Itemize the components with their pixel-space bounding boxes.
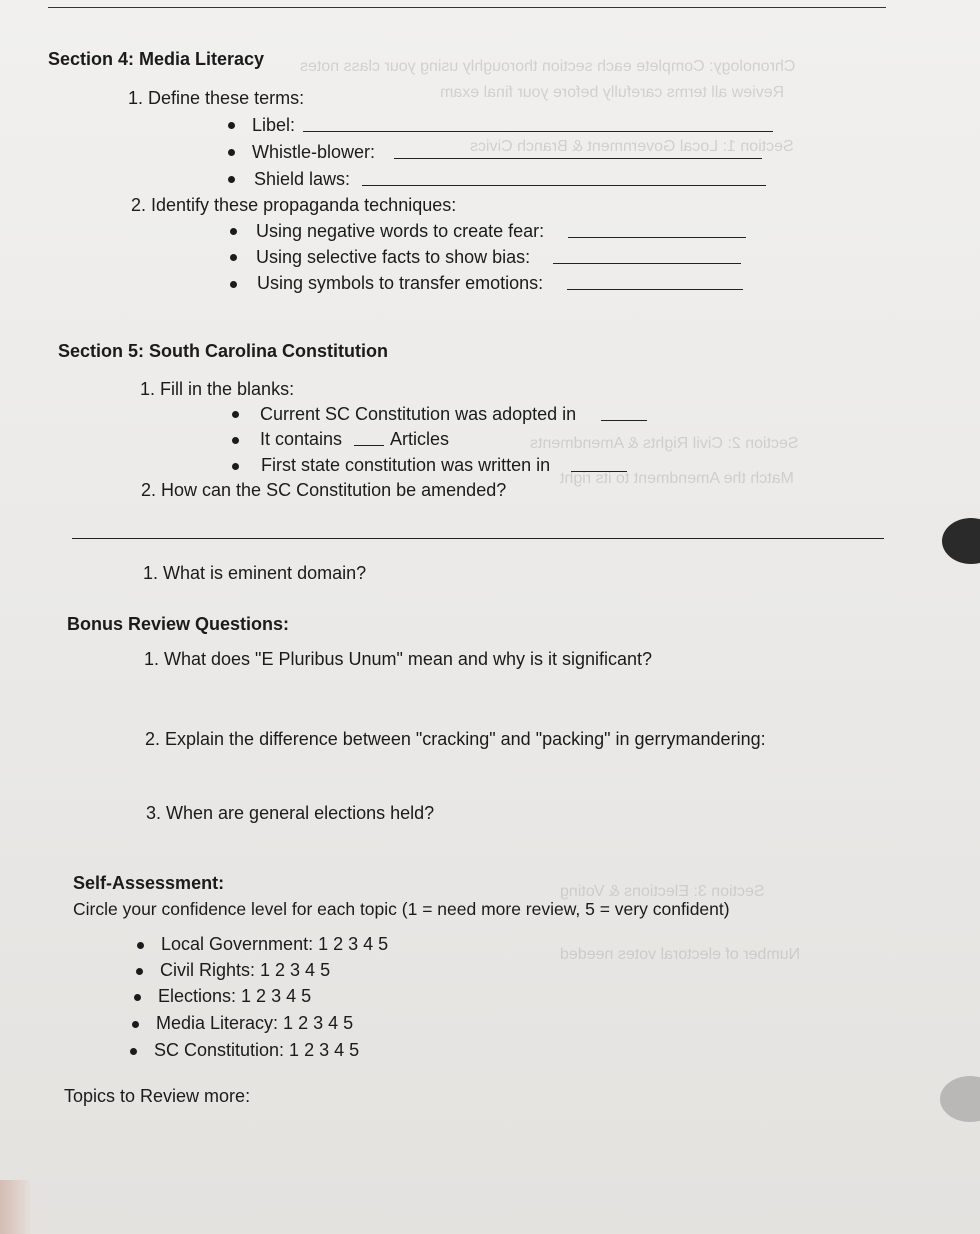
answer-blank-articles[interactable] (354, 445, 384, 446)
bonus-question-1: 1. What does "E Pluribus Unum" mean and why is it significant? (144, 649, 653, 669)
answer-blank-shield-laws[interactable] (362, 185, 766, 186)
term-shield-laws: Shield laws: (254, 169, 351, 189)
bullet (130, 1048, 137, 1055)
bullet (230, 228, 237, 235)
blank-contains-suffix: Articles (390, 429, 450, 449)
bullet (136, 968, 143, 975)
blank-contains-label: It contains (260, 429, 343, 449)
answer-blank-adopted[interactable] (601, 420, 647, 421)
binder-hole (942, 518, 980, 564)
bullet (134, 994, 141, 1001)
answer-blank-fear[interactable] (568, 237, 746, 238)
rating-local-government[interactable]: Local Government: 1 2 3 4 5 (161, 934, 389, 954)
self-assessment-heading: Self-Assessment: (73, 873, 225, 893)
answer-blank-bias[interactable] (553, 263, 741, 264)
bullet (230, 281, 237, 288)
bullet (228, 176, 235, 183)
blank-adopted-label: Current SC Constitution was adopted in (260, 404, 577, 424)
rating-sc-constitution[interactable]: SC Constitution: 1 2 3 4 5 (154, 1040, 360, 1060)
question-amended: 2. How can the SC Constitution be amended? (141, 480, 507, 500)
technique-fear: Using negative words to create fear: (256, 221, 545, 241)
question-eminent-domain: 1. What is eminent domain? (143, 563, 367, 583)
answer-blank-libel[interactable] (303, 131, 773, 132)
answer-blank-first-constitution[interactable] (571, 471, 627, 472)
bullet (132, 1021, 139, 1028)
bonus-heading: Bonus Review Questions: (67, 614, 290, 634)
rating-media-literacy[interactable]: Media Literacy: 1 2 3 4 5 (156, 1013, 354, 1033)
bonus-question-2: 2. Explain the difference between "cracking" and "packing" in gerrymandering: (145, 729, 766, 749)
bonus-question-3: 3. When are general elections held? (146, 803, 435, 823)
bullet (232, 463, 239, 470)
question-fill-blanks: 1. Fill in the blanks: (140, 379, 295, 399)
topics-to-review-label: Topics to Review more: (64, 1086, 251, 1106)
term-whistle-blower: Whistle-blower: (252, 142, 376, 162)
bullet (232, 437, 239, 444)
section-5-heading: Section 5: South Carolina Constitution (58, 341, 388, 361)
technique-symbols: Using symbols to transfer emotions: (257, 273, 544, 293)
question-propaganda: 2. Identify these propaganda techniques: (131, 195, 457, 215)
blank-first-label: First state constitution was written in (261, 455, 551, 475)
bullet (232, 411, 239, 418)
technique-bias: Using selective facts to show bias: (256, 247, 531, 267)
bullet (228, 122, 235, 129)
worksheet-page: Chronology: Complete each section thoroughly using your class notes Review all terms carefully before your final exam Section 1: Local Government & Branch Civics Section 2: Civil Rights & Amendments Match the Amendment to its right Section 3: Elections & Voting Number of electoral votes needed Section 4: Media Literacy 1. Define these terms: Libel: Whistle-blower: Shield laws: 2. Identify these propaganda techniques: Using negative words to create fear: Using selective facts to show bias: Using symbols to transfer emotions: Section 5: South Carolina Constitution 1. Fill in the blanks: Current SC Constitution was adopted in It contains Articles First state constitution was written in 2. How can the SC Constitution be amended? 1. What is eminent domain? Bonus Review Questions: 1. What does "E Pluribus Unum" mean and why is it significant? 2. Explain the difference between "cracking" and "packing" in gerrymandering: 3. When are general elections held? Self-Assessment: Circle your confidence level for each topic (1 = need more review, 5 = very confident) Local Government: 1 2 3 4 5 Civil Rights: 1 2 3 4 5 Elections: 1 2 3 4 5 Media Literacy: 1 2 3 4 5 SC Constitution: 1 2 3 4 5 Topics to Review more: (0, 0, 980, 1234)
self-assessment-instructions: Circle your confidence level for each topic (1 = need more review, 5 = very confident) (73, 899, 730, 919)
answer-line-amended[interactable] (72, 538, 884, 539)
thumb-shadow (0, 1180, 30, 1234)
bullet (137, 942, 144, 949)
question-define-terms: 1. Define these terms: (128, 88, 305, 108)
term-libel: Libel: (252, 115, 296, 135)
answer-blank-whistle-blower[interactable] (394, 158, 762, 159)
rating-civil-rights[interactable]: Civil Rights: 1 2 3 4 5 (160, 960, 331, 980)
top-rule (48, 7, 886, 8)
section-4-heading: Section 4: Media Literacy (48, 49, 265, 69)
binder-hole (940, 1076, 980, 1122)
rating-elections[interactable]: Elections: 1 2 3 4 5 (158, 986, 312, 1006)
bullet (228, 149, 235, 156)
bullet (230, 254, 237, 261)
answer-blank-symbols[interactable] (567, 289, 743, 290)
